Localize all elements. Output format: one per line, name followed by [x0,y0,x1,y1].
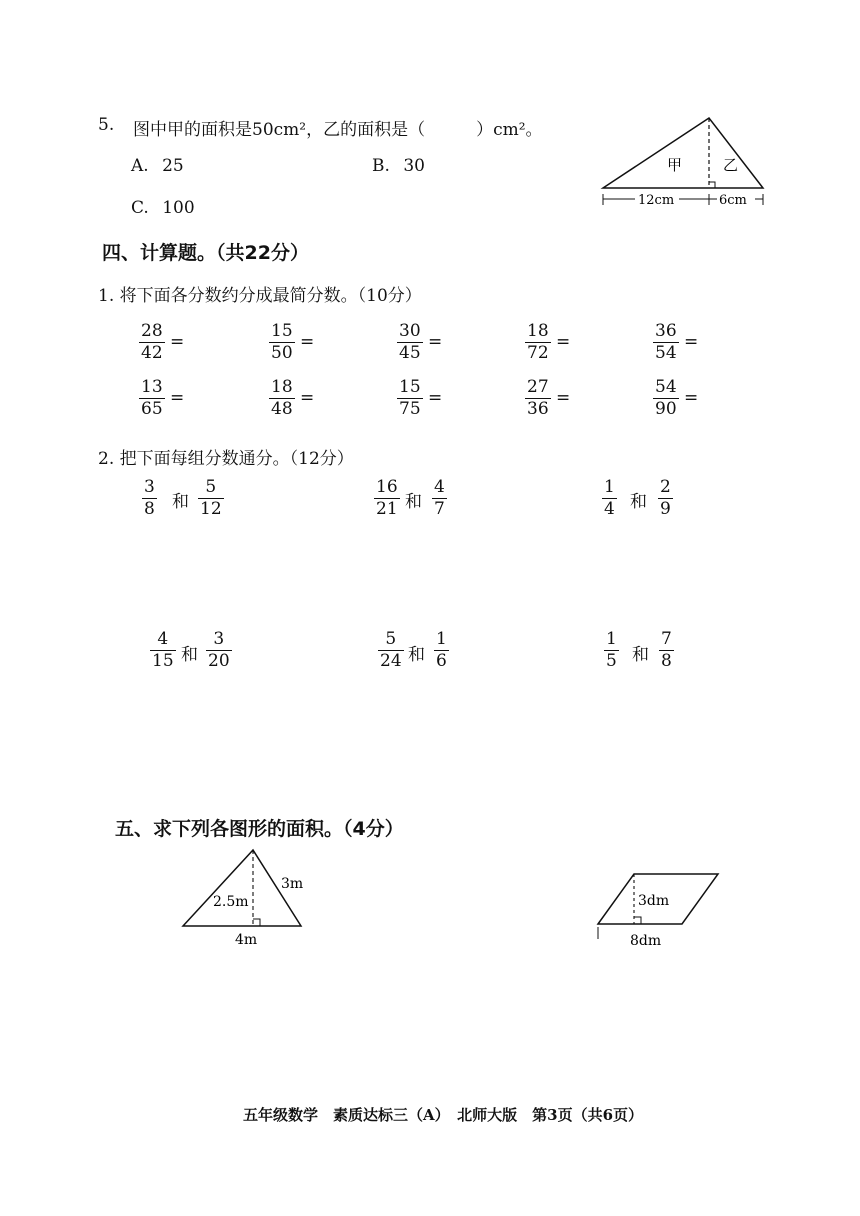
denominator: 50 [271,343,293,363]
base-b-label: 6cm [719,193,747,208]
numerator: 36 [655,321,677,341]
fraction [269,322,295,363]
fraction [269,378,295,419]
equals-sign: = [300,332,315,352]
numerator: 18 [271,377,293,397]
parallelogram-base-label: 8dm [630,933,662,949]
and-word: 和 [408,645,425,665]
equals-sign: = [556,332,571,352]
and-word: 和 [405,492,422,512]
option-label: B. [372,156,390,176]
denominator: 75 [399,399,421,419]
numerator: 30 [399,321,421,341]
fraction [434,630,449,671]
option-value: 100 [162,198,195,218]
numerator: 27 [527,377,549,397]
equals-sign: = [170,388,185,408]
option-label: A. [131,156,149,176]
fraction [653,378,679,419]
denominator: 15 [152,651,174,671]
denominator: 8 [144,499,155,519]
q5-triangle-figure [595,110,775,215]
q5-option-b[interactable] [372,156,425,176]
equals-sign: = [684,332,699,352]
denominator: 21 [376,499,398,519]
denominator: 12 [200,499,222,519]
triangle-side-label: 3m [281,876,304,892]
numerator: 1 [604,477,615,497]
denominator: 20 [208,651,230,671]
denominator: 9 [660,499,671,519]
numerator: 2 [660,477,671,497]
triangle-figure [175,840,315,950]
numerator: 28 [141,321,163,341]
q5-option-a[interactable] [131,156,184,176]
q5-option-c[interactable] [131,198,195,218]
q5-question: 图中甲的面积是50cm²，乙的面积是（ ）cm²。 [133,120,543,140]
option-value: 30 [403,156,425,176]
numerator: 7 [661,629,672,649]
numerator: 5 [205,477,217,497]
parallelogram-height-label: 3dm [638,893,670,909]
equals-sign: = [684,388,699,408]
numerator: 18 [527,321,549,341]
section4-title: 四、计算题。（共22分） [102,242,309,264]
equals-sign: = [556,388,571,408]
section5-title: 五、求下列各图形的面积。（4分） [115,818,404,840]
denominator: 54 [655,343,677,363]
numerator: 4 [157,629,169,649]
fraction [374,478,400,519]
numerator: 3 [144,477,155,497]
denominator: 6 [436,651,447,671]
and-word: 和 [630,492,647,512]
numerator: 15 [271,321,293,341]
numerator: 16 [376,477,398,497]
denominator: 42 [141,343,163,363]
numerator: 3 [213,629,225,649]
denominator: 5 [606,651,617,671]
fraction [432,478,447,519]
region-b-label: 乙 [723,156,739,174]
fraction [525,378,551,419]
fraction [602,478,617,519]
denominator: 90 [655,399,677,419]
denominator: 36 [527,399,549,419]
numerator: 13 [141,377,163,397]
and-word: 和 [181,645,198,665]
base-a-label: 12cm [638,193,675,208]
fraction [206,630,232,671]
denominator: 4 [604,499,615,519]
denominator: 8 [661,651,672,671]
page-footer: 五年级数学 素质达标三（A） 北师大版 第3页（共6页） [243,1106,644,1124]
denominator: 7 [434,499,445,519]
denominator: 45 [399,343,421,363]
region-a-label: 甲 [667,156,683,174]
option-value: 25 [162,156,184,176]
option-label: C. [131,198,149,218]
fraction [378,630,404,671]
numerator: 1 [606,629,617,649]
fraction [604,630,619,671]
numerator: 5 [385,629,397,649]
fraction [397,378,423,419]
q5-number: 5. [98,115,115,135]
fraction [139,322,165,363]
fraction [659,630,674,671]
denominator: 24 [380,651,402,671]
equals-sign: = [428,388,443,408]
and-word: 和 [172,492,189,512]
fraction [139,378,165,419]
fraction [525,322,551,363]
denominator: 72 [527,343,549,363]
equals-sign: = [170,332,185,352]
numerator: 4 [434,477,445,497]
numerator: 1 [436,629,447,649]
and-word: 和 [632,645,649,665]
triangle-height-label: 2.5m [213,894,249,910]
denominator: 65 [141,399,163,419]
parallelogram-figure [590,865,730,955]
fraction [198,478,224,519]
equals-sign: = [300,388,315,408]
denominator: 48 [271,399,293,419]
q2-title: 2. 把下面每组分数通分。（12分） [98,449,354,469]
numerator: 15 [399,377,421,397]
fraction [397,322,423,363]
fraction [150,630,176,671]
triangle-base-label: 4m [235,932,258,948]
q1-title: 1. 将下面各分数约分成最简分数。（10分） [98,286,422,306]
fraction [653,322,679,363]
equals-sign: = [428,332,443,352]
numerator: 54 [655,377,677,397]
fraction [142,478,157,519]
fraction [658,478,673,519]
